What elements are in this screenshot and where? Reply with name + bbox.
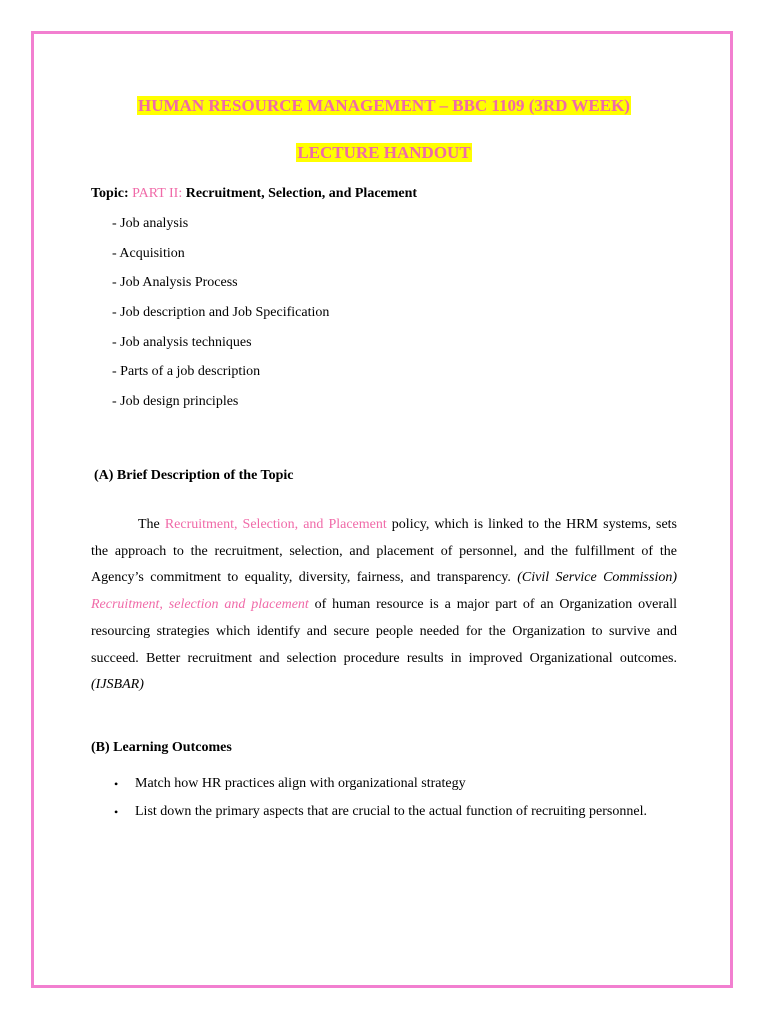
section-a-heading: (A) Brief Description of the Topic — [94, 468, 294, 483]
list-item: - Job analysis techniques — [112, 334, 252, 350]
list-item — [91, 770, 677, 798]
list-item: - Job analysis — [112, 216, 189, 231]
outcome-text: Match how HR practices align with organizational strategy — [135, 776, 466, 791]
page-border — [31, 31, 733, 988]
citation: (Civil Service Commission) — [517, 570, 677, 586]
document-title-text: HUMAN RESOURCE MANAGEMENT – BBC 1109 (3RD WEEK) — [138, 96, 630, 115]
section-b-heading: (B) Learning Outcomes — [91, 740, 232, 755]
list-item: - Parts of a job description — [112, 364, 261, 380]
topic-name: Recruitment, Selection, and Placement — [185, 186, 418, 201]
list-item — [91, 798, 677, 826]
citation: (IJSBAR) — [91, 677, 144, 693]
list-item: - Job description and Job Specification — [112, 305, 330, 321]
topic-description-paragraph — [91, 512, 677, 699]
topic-part: PART II: — [132, 186, 183, 201]
document-subtitle — [0, 143, 768, 163]
topic-subtopics-list — [112, 214, 329, 422]
list-item: - Job Analysis Process — [112, 275, 238, 291]
highlighted-term: Recruitment, Selection, and Placement — [164, 517, 387, 532]
paragraph-text: of human resource is a major part of an Organization overall resourcing strategies which identify and secure people needed for the Organization to survive and succeed. Better recruitment and selection procedure results in improved Organizational outcomes. — [91, 597, 677, 666]
topic-label: Topic: — [91, 186, 129, 201]
learning-outcomes-list — [91, 770, 677, 826]
bullet-icon: • — [114, 777, 119, 791]
highlighted-term: Recruitment, selection and placement — [91, 597, 309, 613]
document-subtitle-text: LECTURE HANDOUT — [297, 143, 471, 162]
paragraph-text: The — [138, 517, 165, 532]
topic-line — [91, 186, 417, 202]
paragraph-text: policy, which is linked to the HRM systems, sets the approach to the recruitment, selection, and placement of personnel, and the fulfillment of the Agency’s commitment to equality, diversity, fairness, and transparency. — [91, 517, 678, 586]
list-item: - Job design principles — [112, 394, 239, 410]
outcome-text: List down the primary aspects that are crucial to the actual function of recruiting personnel. — [135, 804, 647, 819]
bullet-icon: • — [114, 805, 119, 819]
list-item: - Acquisition — [112, 245, 185, 261]
document-title — [0, 96, 768, 116]
